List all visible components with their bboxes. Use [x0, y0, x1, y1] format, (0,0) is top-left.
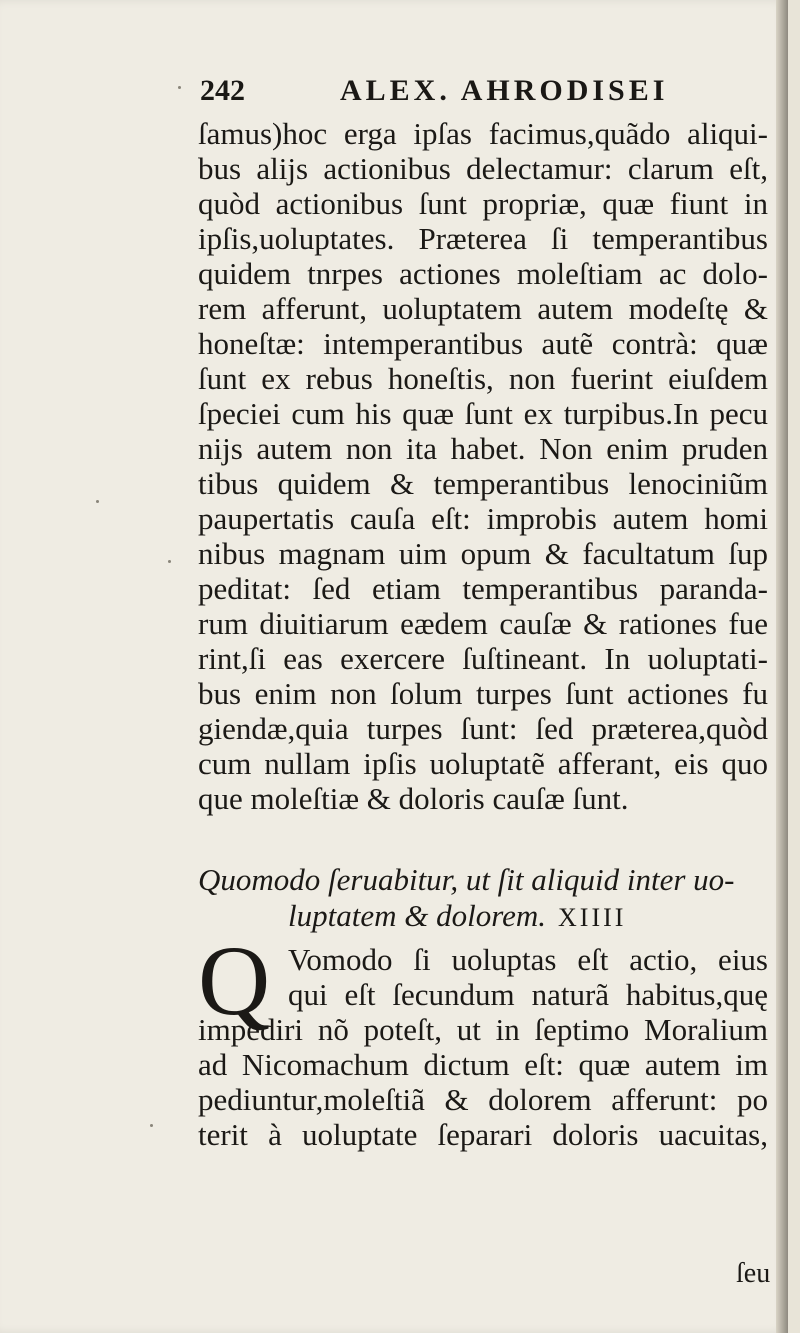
- ink-speck: [96, 500, 99, 503]
- running-title: ALEX. AHRODISEI: [340, 74, 669, 107]
- body-text: [198, 116, 768, 816]
- text-line: quòd actionibus ſunt propriæ, quæ fiunt in: [198, 186, 768, 221]
- chapter-numeral: XIIII: [558, 903, 627, 932]
- text-line: rem afferunt, uoluptatem autem modeſtę &: [198, 291, 768, 326]
- chapter-heading: [198, 862, 768, 934]
- text-line: giendæ,quia turpes ſunt: ſed præterea,quòd: [198, 711, 768, 746]
- text-line: qui eſt ſecundum naturã habitus,quę: [288, 977, 768, 1012]
- text-line: pediuntur,moleſtiã & dolorem afferunt: po: [198, 1082, 768, 1117]
- running-header: [200, 72, 760, 112]
- page-number: 242: [200, 74, 245, 107]
- text-line: bus enim non ſolum turpes ſunt actiones fu: [198, 676, 768, 711]
- text-line: peditat: ſed etiam temperantibus paranda-: [198, 571, 768, 606]
- text-line: cum nullam ipſis uoluptatẽ afferant, eis quo: [198, 746, 768, 781]
- page-edge: [776, 0, 788, 1333]
- text-line: ſunt ex rebus honeſtis, non fuerint eiuſdem: [198, 361, 768, 396]
- text-line: que moleſtiæ & doloris cauſæ ſunt.: [198, 781, 629, 816]
- text-line: ipſis,uoluptates. Præterea ſi temperantibus: [198, 221, 768, 256]
- text-line: niјs autem non ita habet. Non enim pruden: [198, 431, 768, 466]
- text-line: ſpeciei cum his quæ ſunt ex turpibus.In pecu: [198, 396, 768, 431]
- text-line: impediri nõ poteſt, ut in ſeptimo Moralium: [198, 1012, 768, 1047]
- ink-speck: [178, 86, 181, 89]
- text-line: bus aliјs actionibus delectamur: clarum eſt,: [198, 151, 768, 186]
- text-line: ad Nicomachum dictum eſt: quæ autem im: [198, 1047, 768, 1082]
- ink-speck: [168, 560, 171, 563]
- text-line: terit à uoluptate ſeparari doloris uacuitas,: [198, 1117, 768, 1152]
- text-line: rint,ſi eas exercere ſuſtineant. In uoluptati-: [198, 641, 768, 676]
- text-line: tibus quidem & temperantibus lenociniũm: [198, 466, 768, 501]
- ink-speck: [150, 1124, 153, 1127]
- text-line: nibus magnam uim opum & facultatum ſup: [198, 536, 768, 571]
- text-line: paupertatis cauſa eſt: improbis autem homi: [198, 501, 768, 536]
- chapter-text: [198, 925, 768, 1152]
- heading-text: luptatem & dolorem.: [288, 898, 547, 933]
- catchword: ſeu: [736, 1258, 771, 1289]
- heading-line: Quomodo ſeruabitur, ut ſit aliquid inter uo-: [198, 862, 735, 897]
- drop-initial: Q: [198, 925, 271, 1036]
- heading-line-2: [198, 898, 768, 934]
- text-line: rum diuitiarum eædem cauſæ & rationes fue: [198, 606, 768, 641]
- text-line: honeſtæ: intemperantibus autẽ contrà: quæ: [198, 326, 768, 361]
- text-line: ſamus)hoc erga ipſas facimus,quãdo aliqui-: [198, 116, 768, 151]
- text-line: Vomodo ſi uoluptas eſt actio, eius: [288, 942, 768, 977]
- text-line: quidem tnrpes actiones moleſtiam ac dolo-: [198, 256, 768, 291]
